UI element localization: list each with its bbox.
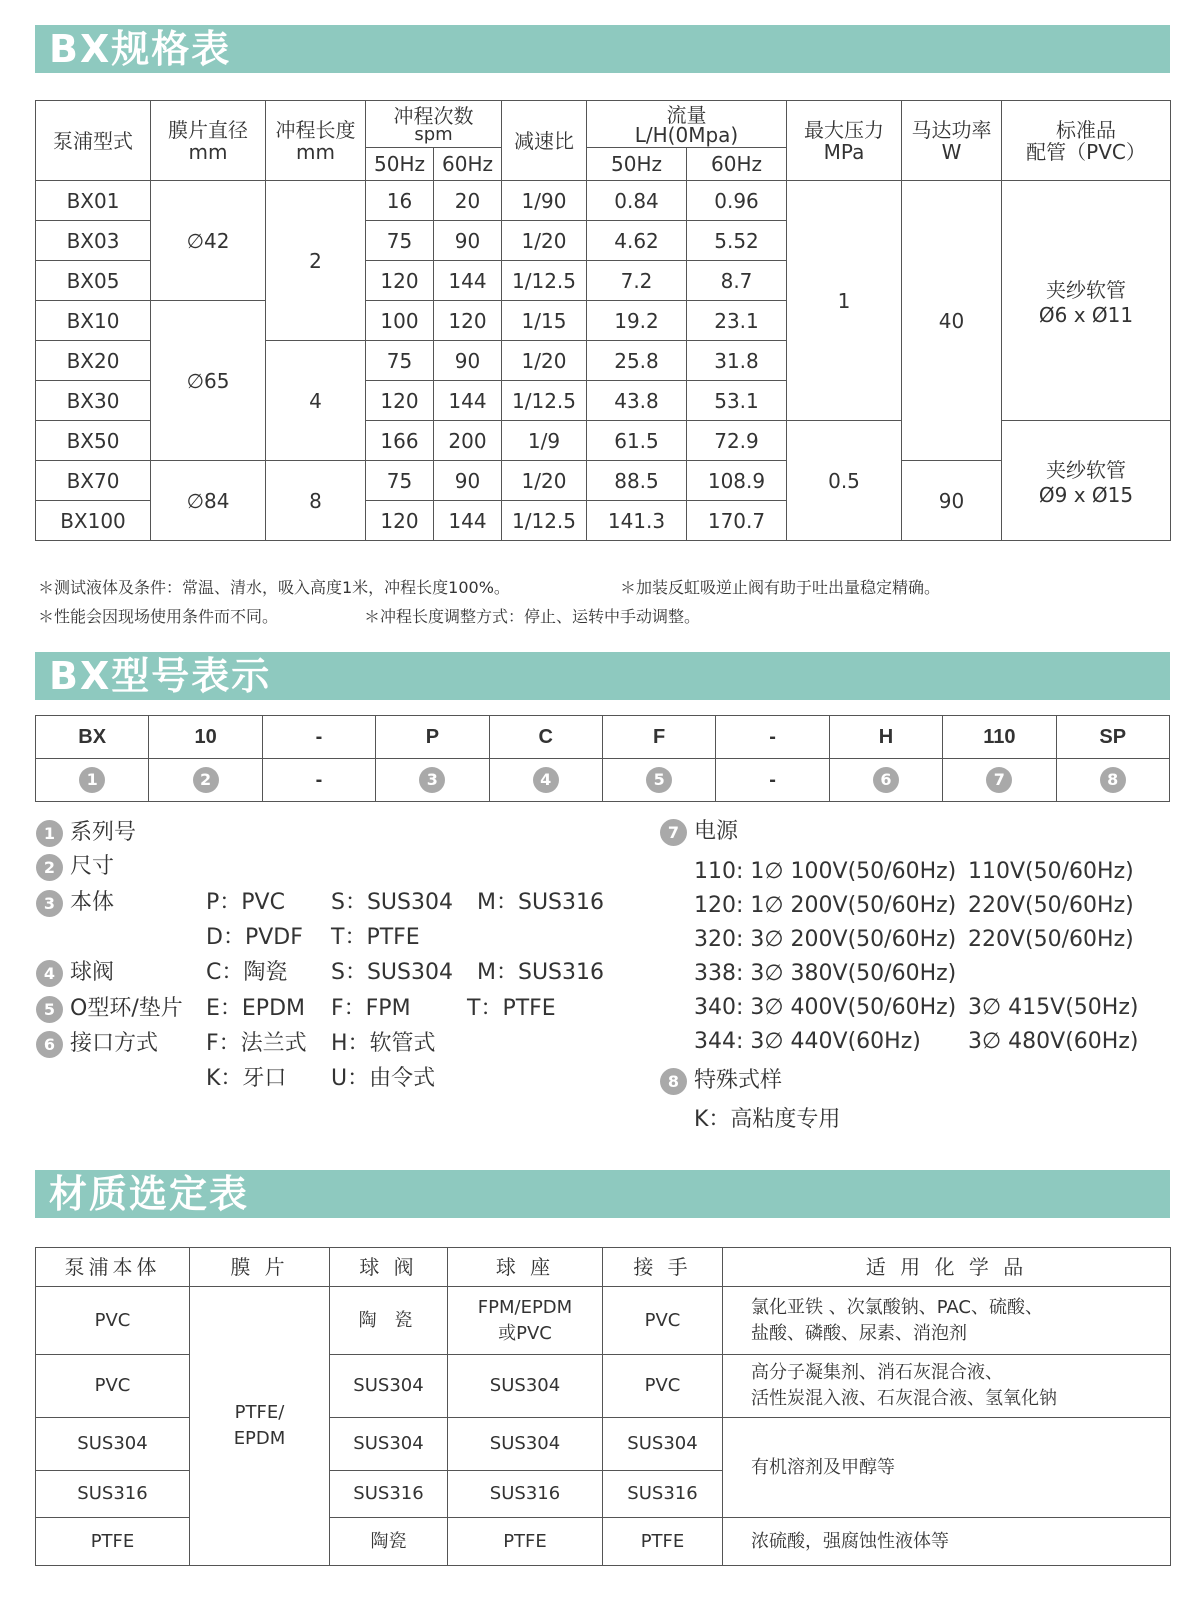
flow50-cell: 4.62 (587, 221, 687, 261)
pressure-cell: 1 (787, 181, 902, 421)
body-cell: PTFE (36, 1518, 190, 1566)
flow60-cell: 53.1 (687, 381, 787, 421)
model-cell: BX01 (36, 181, 151, 221)
col-stroke-length: 冲程长度 mm (266, 101, 366, 181)
chemicals-cell: 高分子凝集剂、消石灰混合液、 活性炭混入液、石灰混合液、氢氧化钠 (723, 1355, 1171, 1418)
legend-label: 球阀 (70, 960, 115, 985)
number-marker: 1 (79, 767, 105, 793)
col-spm-60hz: 60Hz (434, 148, 502, 181)
note: ＊加装反虹吸逆止阀有助于吐出量稳定精确。 (620, 578, 941, 597)
code-cell: - (262, 716, 375, 759)
body-cell: PVC (36, 1287, 190, 1355)
code-cell: P (376, 716, 489, 759)
ratio-cell: 1/9 (502, 421, 587, 461)
material-section-title: 材质选定表 (49, 1172, 250, 1216)
model-marker-row (36, 759, 1170, 802)
ratio-cell: 1/20 (502, 461, 587, 501)
chemicals-cell: 浓硫酸，强腐蚀性液体等 (723, 1518, 1171, 1566)
ratio-cell: 1/20 (502, 341, 587, 381)
flow50-cell: 61.5 (587, 421, 687, 461)
joint-cell: PTFE (603, 1518, 723, 1566)
spec-notes-line-1 (38, 575, 940, 598)
stroke-cell: 8 (266, 461, 366, 541)
spm60-cell: 144 (434, 501, 502, 541)
legend-item-body (36, 886, 114, 920)
ball-cell: SUS316 (330, 1471, 448, 1518)
col-pump-type: 泵浦型式 (36, 101, 151, 181)
spec-table (35, 100, 1171, 541)
spec-notes-line-2 (38, 604, 700, 627)
number-marker: 7 (660, 819, 687, 846)
col-flow-60hz: 60Hz (687, 148, 787, 181)
flow60-cell: 170.7 (687, 501, 787, 541)
spm60-cell: 144 (434, 261, 502, 301)
power-row: 120: 1∅ 200V(50/60Hz) 220V(50/60Hz) (694, 893, 1134, 918)
seat-cell: SUS304 (448, 1418, 603, 1471)
power-row: 340: 3∅ 400V(50/60Hz) 3∅ 415V(50Hz) (694, 995, 1139, 1020)
legend-label: 特殊式样 (694, 1068, 783, 1093)
ball-valve-options: C：陶瓷 S：SUS304 M：SUS316 (206, 960, 605, 985)
material-section-banner (35, 1170, 1170, 1218)
code-cell: SP (1056, 716, 1169, 759)
material-col-header: 球 阀 (330, 1248, 448, 1287)
table-row (36, 461, 1171, 501)
model-section-title: BX型号表示 (49, 654, 272, 698)
model-cell: BX30 (36, 381, 151, 421)
diaphragm-cell: ∅65 (151, 301, 266, 461)
model-cell: BX05 (36, 261, 151, 301)
note: ＊测试液体及条件：常温、清水，吸入高度1米，冲程长度100%。 (38, 578, 510, 597)
ball-cell: SUS304 (330, 1355, 448, 1418)
spm60-cell: 120 (434, 301, 502, 341)
spm60-cell: 90 (434, 221, 502, 261)
spm50-cell: 120 (366, 501, 434, 541)
code-cell: 10 (149, 716, 262, 759)
piping-cell: 夹纱软管 Ø6 x Ø11 (1002, 181, 1171, 421)
flow50-cell: 43.8 (587, 381, 687, 421)
col-power: 马达功率 W (902, 101, 1002, 181)
spm60-cell: 90 (434, 341, 502, 381)
number-marker: 5 (646, 767, 672, 793)
number-marker: 4 (533, 767, 559, 793)
spm60-cell: 200 (434, 421, 502, 461)
col-pressure: 最大压力 MPa (787, 101, 902, 181)
body-cell: PVC (36, 1355, 190, 1418)
ratio-cell: 1/12.5 (502, 261, 587, 301)
body-options-1: P：PVC S：SUS304 M：SUS316 (206, 890, 605, 915)
spec-section-title: BX规格表 (49, 27, 232, 71)
code-cell: - (716, 716, 829, 759)
connection-options-2: K：牙口 U：由令式 (206, 1066, 436, 1091)
ratio-cell: 1/12.5 (502, 381, 587, 421)
number-marker: 3 (419, 767, 445, 793)
power-row: 110: 1∅ 100V(50/60Hz) 110V(50/60Hz) (694, 859, 1134, 884)
note: ＊冲程长度调整方式：停止、运转中手动调整。 (364, 607, 701, 626)
ratio-cell: 1/15 (502, 301, 587, 341)
flow50-cell: 88.5 (587, 461, 687, 501)
col-spm-50hz: 50Hz (366, 148, 434, 181)
flow50-cell: 19.2 (587, 301, 687, 341)
stroke-cell: 2 (266, 181, 366, 341)
number-marker: 1 (36, 820, 63, 847)
model-cell: BX70 (36, 461, 151, 501)
col-flow: 流量 L/H(0Mpa) (587, 101, 787, 148)
legend-label: 本体 (70, 890, 115, 915)
connection-options-1: F：法兰式 H：软管式 (206, 1031, 436, 1056)
code-cell: 110 (943, 716, 1056, 759)
col-diaphragm: 膜片直径 mm (151, 101, 266, 181)
material-col-header: 接 手 (603, 1248, 723, 1287)
material-table (35, 1247, 1171, 1566)
legend-item-special (660, 1064, 782, 1098)
number-marker: 3 (36, 890, 63, 917)
material-col-header: 泵浦本体 (36, 1248, 190, 1287)
code-cell: BX (36, 716, 149, 759)
model-code-row (36, 716, 1170, 759)
chemicals-cell: 有机溶剂及甲醇等 (723, 1418, 1171, 1518)
number-marker: 2 (36, 854, 63, 881)
table-row (36, 181, 1171, 221)
model-cell: BX20 (36, 341, 151, 381)
model-section-banner (35, 652, 1170, 700)
flow50-cell: 141.3 (587, 501, 687, 541)
joint-cell: PVC (603, 1355, 723, 1418)
spm60-cell: 20 (434, 181, 502, 221)
number-marker: 8 (1100, 767, 1126, 793)
col-piping: 标准品 配管（PVC） (1002, 101, 1171, 181)
model-cell: BX100 (36, 501, 151, 541)
legend-item-series (36, 816, 136, 850)
flow60-cell: 23.1 (687, 301, 787, 341)
ratio-cell: 1/90 (502, 181, 587, 221)
ball-cell: 陶瓷 (330, 1518, 448, 1566)
ball-cell: 陶 瓷 (330, 1287, 448, 1355)
spm50-cell: 166 (366, 421, 434, 461)
piping-cell: 夹纱软管 Ø9 x Ø15 (1002, 421, 1171, 541)
body-options-2: D：PVDF T：PTFE (206, 925, 420, 950)
model-cell: BX50 (36, 421, 151, 461)
spm50-cell: 16 (366, 181, 434, 221)
material-col-header: 膜 片 (190, 1248, 330, 1287)
number-marker: 7 (986, 767, 1012, 793)
number-marker: 5 (36, 996, 63, 1023)
col-flow-50hz: 50Hz (587, 148, 687, 181)
diaphragm-cell: ∅42 (151, 181, 266, 301)
power-cell: 90 (902, 461, 1002, 541)
legend-item-oring (36, 992, 183, 1026)
diaphragm-cell: ∅84 (151, 461, 266, 541)
spm60-cell: 90 (434, 461, 502, 501)
flow60-cell: 8.7 (687, 261, 787, 301)
joint-cell: PVC (603, 1287, 723, 1355)
legend-label: O型环/垫片 (70, 996, 183, 1021)
material-header-row (36, 1248, 1171, 1287)
special-option: K：高粘度专用 (694, 1107, 841, 1132)
number-marker: 2 (193, 767, 219, 793)
seat-cell: FPM/EPDM 或PVC (448, 1287, 603, 1355)
joint-cell: SUS316 (603, 1471, 723, 1518)
material-col-header: 球 座 (448, 1248, 603, 1287)
ratio-cell: 1/12.5 (502, 501, 587, 541)
col-strokes: 冲程次数 spm (366, 101, 502, 148)
flow50-cell: 7.2 (587, 261, 687, 301)
flow60-cell: 108.9 (687, 461, 787, 501)
number-marker: 6 (36, 1031, 63, 1058)
body-cell: SUS304 (36, 1418, 190, 1471)
code-separator: - (262, 759, 375, 802)
flow50-cell: 0.84 (587, 181, 687, 221)
model-cell: BX10 (36, 301, 151, 341)
flow50-cell: 25.8 (587, 341, 687, 381)
number-marker: 6 (873, 767, 899, 793)
oring-options: E：EPDM F：FPM T：PTFE (206, 996, 556, 1021)
diaphragm-material-cell: PTFE/ EPDM (190, 1287, 330, 1566)
power-cell: 40 (902, 181, 1002, 461)
legend-item-power (660, 815, 738, 849)
chemicals-cell: 氯化亚铁 、次氯酸钠、PAC、硫酸、 盐酸、磷酸、尿素、消泡剂 (723, 1287, 1171, 1355)
legend-item-connection (36, 1027, 158, 1061)
number-marker: 4 (36, 960, 63, 987)
flow60-cell: 31.8 (687, 341, 787, 381)
ball-cell: SUS304 (330, 1418, 448, 1471)
flow60-cell: 5.52 (687, 221, 787, 261)
spm50-cell: 120 (366, 261, 434, 301)
spm50-cell: 75 (366, 461, 434, 501)
legend-label: 尺寸 (70, 854, 115, 879)
seat-cell: PTFE (448, 1518, 603, 1566)
legend-item-size (36, 850, 114, 884)
code-cell: F (602, 716, 715, 759)
flow60-cell: 0.96 (687, 181, 787, 221)
material-col-header: 适 用 化 学 品 (723, 1248, 1171, 1287)
number-marker: 8 (660, 1068, 687, 1095)
spm50-cell: 75 (366, 341, 434, 381)
model-cell: BX03 (36, 221, 151, 261)
ratio-cell: 1/20 (502, 221, 587, 261)
legend-item-ball-valve (36, 956, 114, 990)
stroke-cell: 4 (266, 341, 366, 461)
code-cell: C (489, 716, 602, 759)
power-row: 338: 3∅ 380V(50/60Hz) (694, 961, 957, 986)
power-row: 344: 3∅ 440V(60Hz) 3∅ 480V(60Hz) (694, 1029, 1139, 1054)
body-cell: SUS316 (36, 1471, 190, 1518)
spm50-cell: 75 (366, 221, 434, 261)
code-cell: H (829, 716, 942, 759)
pressure-cell: 0.5 (787, 421, 902, 541)
note: ＊性能会因现场使用条件而不同。 (38, 607, 279, 626)
joint-cell: SUS304 (603, 1418, 723, 1471)
legend-label: 系列号 (70, 820, 137, 845)
power-row: 320: 3∅ 200V(50/60Hz) 220V(50/60Hz) (694, 927, 1134, 952)
code-separator: - (716, 759, 829, 802)
col-ratio: 减速比 (502, 101, 587, 181)
table-row (36, 1287, 1171, 1355)
seat-cell: SUS304 (448, 1355, 603, 1418)
seat-cell: SUS316 (448, 1471, 603, 1518)
spm50-cell: 100 (366, 301, 434, 341)
legend-label: 接口方式 (70, 1031, 159, 1056)
legend-label: 电源 (694, 819, 739, 844)
spec-section-banner (35, 25, 1170, 73)
spm60-cell: 144 (434, 381, 502, 421)
flow60-cell: 72.9 (687, 421, 787, 461)
spm50-cell: 120 (366, 381, 434, 421)
model-code-table (35, 715, 1170, 802)
